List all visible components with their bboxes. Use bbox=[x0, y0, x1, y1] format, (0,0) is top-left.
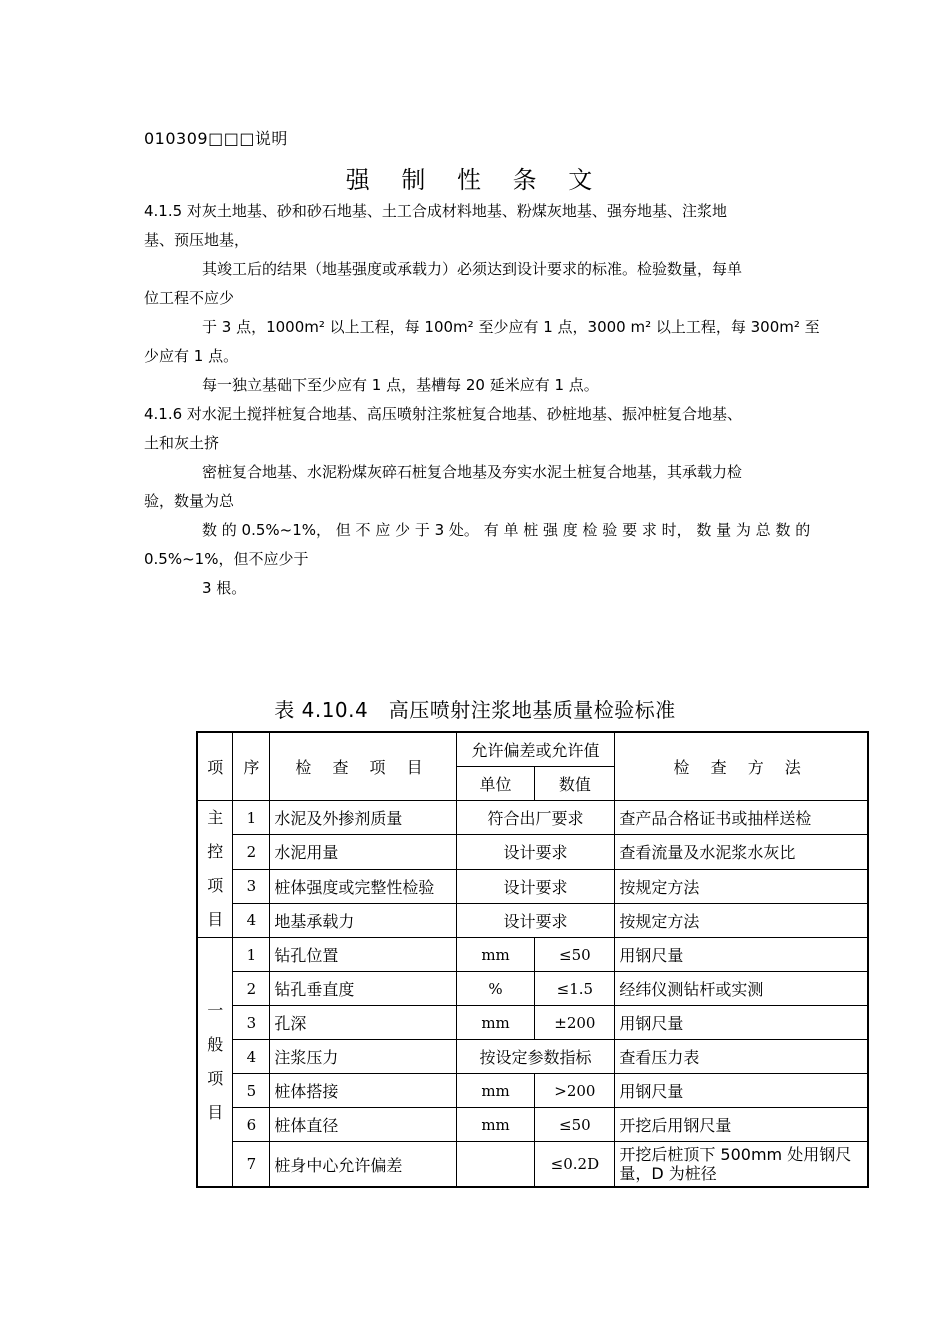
text-line: 每一独立基础下至少应有 1 点，基槽每 20 延米应有 1 点。 bbox=[202, 376, 599, 394]
group-char: 目 bbox=[207, 910, 224, 929]
row-seq: 6 bbox=[233, 1108, 270, 1142]
text-line: 4.1.5 对灰土地基、砂和砂石地基、土工合成材料地基、粉煤灰地基、强夯地基、注浆地 bbox=[144, 202, 727, 220]
group-char: 项 bbox=[207, 876, 224, 895]
row-value: ±200 bbox=[535, 1006, 615, 1040]
group-char: 项 bbox=[207, 1069, 224, 1088]
row-unit: mm bbox=[456, 1006, 535, 1040]
row-value: ≤50 bbox=[535, 938, 615, 972]
row-item: 钻孔位置 bbox=[270, 938, 456, 972]
row-spec: 设计要求 bbox=[456, 835, 615, 869]
table-title: 表 4.10.4 高压喷射注浆地基质量检验标准 bbox=[274, 698, 676, 722]
row-method: 按规定方法 bbox=[615, 869, 868, 903]
row-spec: 设计要求 bbox=[456, 869, 615, 903]
header-check-item: 检 查 项 目 bbox=[270, 732, 456, 801]
text-line: 验，数量为总 bbox=[144, 492, 235, 510]
table-row bbox=[197, 903, 868, 937]
row-unit: mm bbox=[456, 1074, 535, 1108]
row-seq: 1 bbox=[233, 938, 270, 972]
paragraph-piles bbox=[144, 574, 824, 603]
text-line: 少应有 1 点。 bbox=[144, 347, 239, 365]
row-seq: 4 bbox=[233, 903, 270, 937]
row-unit: mm bbox=[456, 938, 535, 972]
row-seq: 2 bbox=[233, 835, 270, 869]
row-method: 按规定方法 bbox=[615, 903, 868, 937]
row-method: 用钢尺量 bbox=[615, 1074, 868, 1108]
text-line: 基、预压地基， bbox=[144, 231, 250, 249]
row-item: 桩体直径 bbox=[270, 1108, 456, 1142]
row-value: >200 bbox=[535, 1074, 615, 1108]
header-unit: 单位 bbox=[456, 767, 535, 801]
row-item: 桩身中心允许偏差 bbox=[270, 1142, 456, 1188]
table-row bbox=[197, 1142, 868, 1188]
group-general-label bbox=[197, 938, 233, 1188]
paragraph-compaction bbox=[144, 458, 824, 516]
row-spec: 设计要求 bbox=[456, 903, 615, 937]
paragraph-ratio bbox=[144, 516, 824, 574]
group-char: 一 bbox=[207, 1001, 224, 1020]
row-unit bbox=[456, 1142, 535, 1188]
row-value: ≤1.5 bbox=[535, 972, 615, 1006]
header-method: 检 查 方 法 bbox=[615, 732, 868, 801]
paragraph-result bbox=[144, 255, 824, 313]
text-line: 3 根。 bbox=[202, 579, 247, 597]
row-spec: 符合出厂要求 bbox=[456, 801, 615, 835]
header-item: 项 bbox=[197, 732, 233, 801]
row-method: 查产品合格证书或抽样送检 bbox=[615, 801, 868, 835]
group-main-label bbox=[197, 801, 233, 938]
table-row bbox=[197, 1040, 868, 1074]
method-line: 开挖后桩顶下 500mm 处用钢尺 bbox=[619, 1145, 852, 1164]
text-line: 0.5%~1%，但不应少于 bbox=[144, 550, 309, 568]
group-char: 般 bbox=[207, 1035, 224, 1054]
row-unit: % bbox=[456, 972, 535, 1006]
row-method: 查看压力表 bbox=[615, 1040, 868, 1074]
row-item: 孔深 bbox=[270, 1006, 456, 1040]
row-item: 桩体强度或完整性检验 bbox=[270, 869, 456, 903]
paragraph-4-1-6 bbox=[144, 400, 824, 458]
table-header-row bbox=[197, 732, 868, 767]
row-item: 钻孔垂直度 bbox=[270, 972, 456, 1006]
header-seq: 序 bbox=[233, 732, 270, 801]
row-seq: 2 bbox=[233, 972, 270, 1006]
paragraph-count bbox=[144, 313, 824, 371]
text-line: 于 3 点，1000m² 以上工程，每 100m² 至少应有 1 点，3000 m² 以上工程，每 300m² 至 bbox=[202, 318, 820, 336]
row-seq: 3 bbox=[233, 1006, 270, 1040]
row-seq: 1 bbox=[233, 801, 270, 835]
text-line: 数 的 0.5%~1%， 但 不 应 少 于 3 处。 有 单 桩 强 度 检 验 要 求 时， 数 量 为 总 数 的 bbox=[202, 521, 811, 539]
row-method bbox=[615, 1142, 868, 1188]
paragraph-foundation bbox=[144, 371, 824, 400]
document-code: 010309□□□说明 bbox=[144, 129, 288, 148]
row-item: 桩体搭接 bbox=[270, 1074, 456, 1108]
row-seq: 5 bbox=[233, 1074, 270, 1108]
row-method: 经纬仪测钻杆或实测 bbox=[615, 972, 868, 1006]
row-seq: 4 bbox=[233, 1040, 270, 1074]
paragraph-4-1-5 bbox=[144, 197, 824, 255]
row-seq: 3 bbox=[233, 869, 270, 903]
row-item: 注浆压力 bbox=[270, 1040, 456, 1074]
table-row bbox=[197, 1108, 868, 1142]
text-line: 密桩复合地基、水泥粉煤灰碎石桩复合地基及夯实水泥土桩复合地基，其承载力检 bbox=[202, 463, 743, 481]
quality-check-table bbox=[196, 731, 869, 1188]
group-char: 控 bbox=[207, 842, 224, 861]
row-method: 开挖后用钢尺量 bbox=[615, 1108, 868, 1142]
group-char: 主 bbox=[207, 808, 224, 827]
text-line: 位工程不应少 bbox=[144, 289, 235, 307]
row-method: 用钢尺量 bbox=[615, 1006, 868, 1040]
table-row bbox=[197, 1074, 868, 1108]
row-item: 水泥及外掺剂质量 bbox=[270, 801, 456, 835]
table-row bbox=[197, 835, 868, 869]
table-row bbox=[197, 938, 868, 972]
section-title: 强 制 性 条 文 bbox=[345, 166, 605, 194]
row-item: 地基承载力 bbox=[270, 903, 456, 937]
text-line: 其竣工后的结果（地基强度或承载力）必须达到设计要求的标准。检验数量，每单 bbox=[202, 260, 743, 278]
row-seq: 7 bbox=[233, 1142, 270, 1188]
table-row bbox=[197, 869, 868, 903]
row-spec: 按设定参数指标 bbox=[456, 1040, 615, 1074]
header-tolerance: 允许偏差或允许值 bbox=[456, 732, 615, 767]
row-value: ≤50 bbox=[535, 1108, 615, 1142]
text-line: 土和灰土挤 bbox=[144, 434, 220, 452]
table-row bbox=[197, 1006, 868, 1040]
row-method: 查看流量及水泥浆水灰比 bbox=[615, 835, 868, 869]
table-row bbox=[197, 801, 868, 835]
group-char: 目 bbox=[207, 1103, 224, 1122]
header-value: 数值 bbox=[535, 767, 615, 801]
row-unit: mm bbox=[456, 1108, 535, 1142]
method-line: 量，D 为桩径 bbox=[619, 1164, 717, 1183]
row-item: 水泥用量 bbox=[270, 835, 456, 869]
row-method: 用钢尺量 bbox=[615, 938, 868, 972]
table-row bbox=[197, 972, 868, 1006]
text-line: 4.1.6 对水泥土搅拌桩复合地基、高压喷射注浆桩复合地基、砂桩地基、振冲桩复合地基、 bbox=[144, 405, 742, 423]
row-value: ≤0.2D bbox=[535, 1142, 615, 1188]
